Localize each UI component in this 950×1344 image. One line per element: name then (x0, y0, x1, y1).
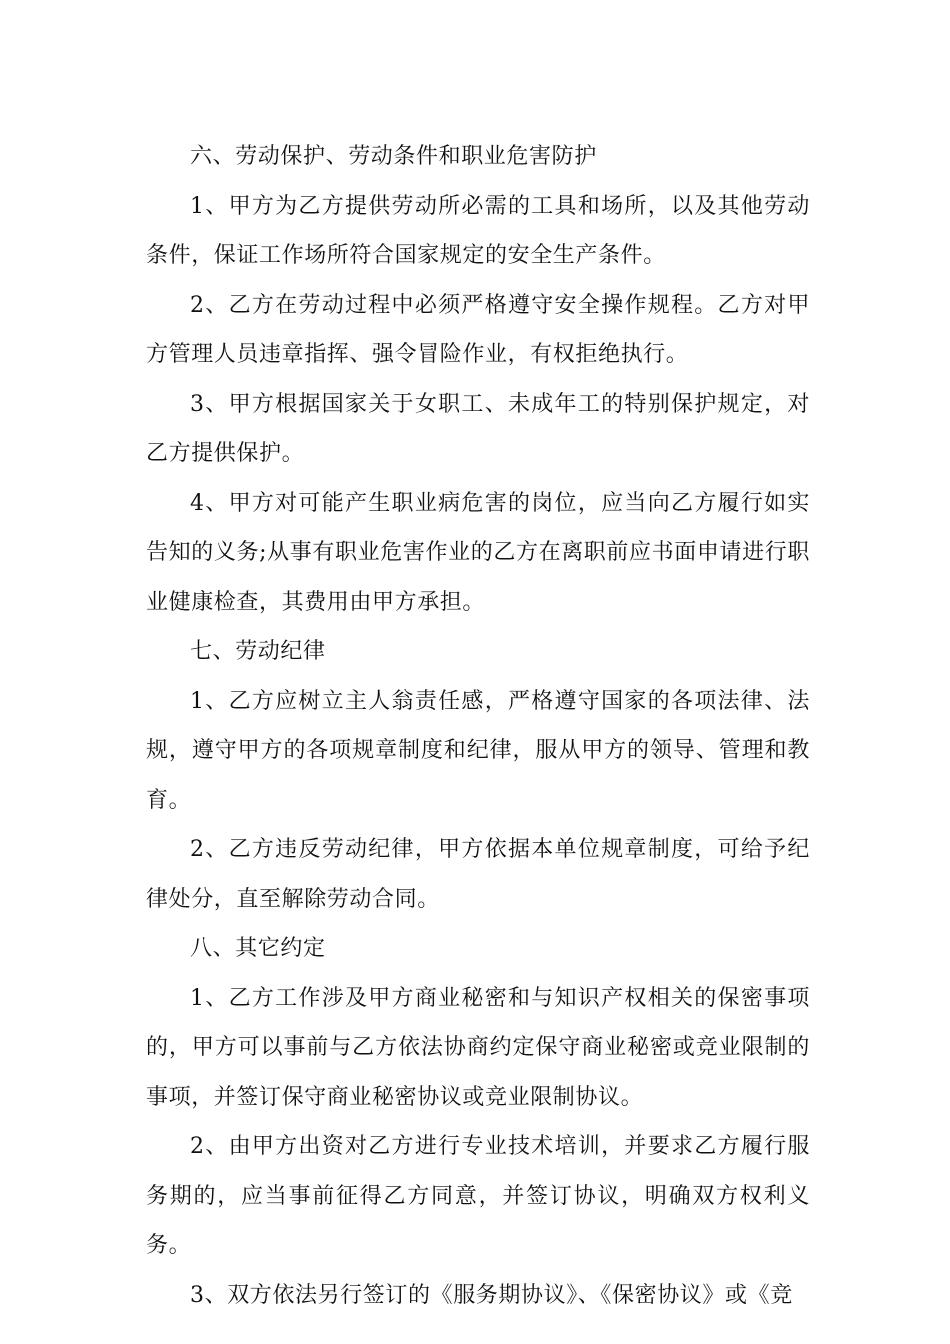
section-heading-6: 六、劳动保护、劳动条件和职业危害防护 (190, 144, 597, 169)
paragraph-8-1: 1、乙方工作涉及甲方商业秘密和与知识产权相关的保密事项的，甲方可以事前与乙方依法协商约定保守商业秘密或竞业限制的事项，并签订保守商业秘密协议或竞业限制协议。 (146, 985, 810, 1110)
paragraph-7-2: 2、乙方违反劳动纪律，甲方依据本单位规章制度，可给予纪律处分，直至解除劳动合同。 (146, 837, 810, 912)
paragraph-7-1: 1、乙方应树立主人翁责任感，严格遵守国家的各项法律、法规，遵守甲方的各项规章制度和纪律，服从甲方的领导、管理和教育。 (146, 688, 810, 813)
document-body (146, 132, 810, 1320)
paragraph-8-3: 3、双方依法另行签订的《服务期协议》、《保密协议》或《竞 (190, 1282, 793, 1308)
paragraph-6-2: 2、乙方在劳动过程中必须严格遵守安全操作规程。乙方对甲方管理人员违章指挥、强令冒险作业，有权拒绝执行。 (146, 292, 810, 367)
paragraph-6-3: 3、甲方根据国家关于女职工、未成年工的特别保护规定，对乙方提供保护。 (146, 391, 810, 466)
paragraph-8-2: 2、由甲方出资对乙方进行专业技术培训，并要求乙方履行服务期的，应当事前征得乙方同意，并签订协议，明确双方权利义务。 (146, 1134, 810, 1258)
section-heading-7: 七、劳动纪律 (190, 639, 326, 664)
paragraph-6-4: 4、甲方对可能产生职业病危害的岗位，应当向乙方履行如实告知的义务;从事有职业危害作业的乙方在离职前应书面申请进行职业健康检查，其费用由甲方承担。 (146, 490, 810, 615)
paragraph-6-1: 1、甲方为乙方提供劳动所必需的工具和场所，以及其他劳动条件，保证工作场所符合国家规定的安全生产条件。 (146, 193, 810, 268)
section-heading-8: 八、其它约定 (190, 936, 326, 961)
